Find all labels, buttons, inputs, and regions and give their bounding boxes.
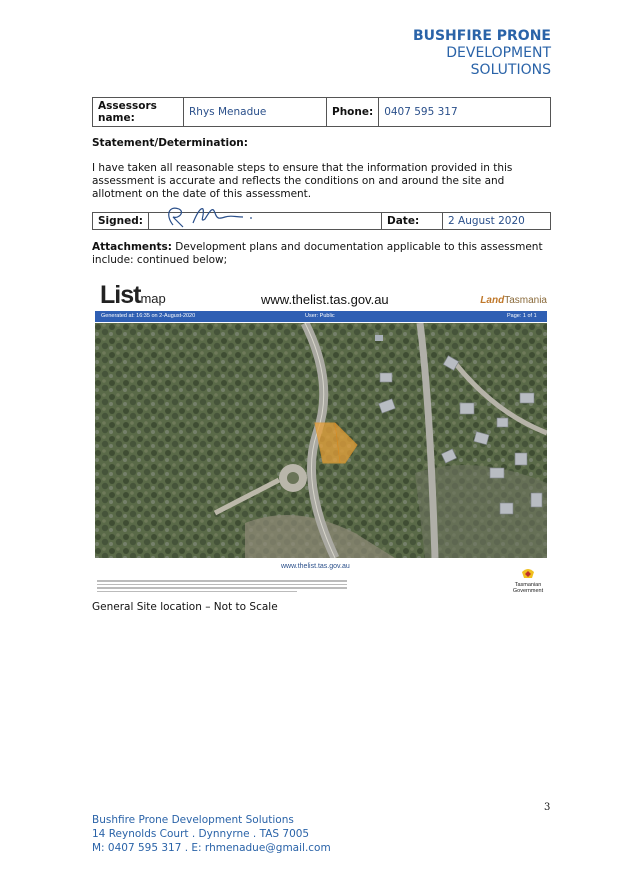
logo-list-text: List <box>100 281 141 309</box>
gov-line-2: Government <box>512 588 544 594</box>
listmap-logo <box>100 281 166 310</box>
map-caption: General Site location – Not to Scale <box>92 601 278 613</box>
date-value: 2 August 2020 <box>443 213 551 230</box>
tasmania-emblem-icon <box>520 566 536 580</box>
map-header <box>95 280 547 310</box>
statement-body: I have taken all reasonable steps to ensure that the information provided in this assessment is accurate and reflects the conditions on and around the site and allotment on the date of this assessment. <box>92 162 513 200</box>
tasmanian-government-logo <box>509 566 547 594</box>
footer <box>92 813 331 855</box>
footer-line-3: M: 0407 595 317 . E: rhmenadue@gmail.com <box>92 842 331 854</box>
page-number: 3 <box>544 802 551 813</box>
map-page: Page: 1 of 1 <box>507 313 537 319</box>
assessor-name-label: Assessors name: <box>93 98 184 127</box>
phone-value: 0407 595 317 <box>379 98 551 127</box>
map-url-bottom: www.thelist.tas.gov.au <box>281 563 350 570</box>
attachments <box>92 241 552 267</box>
attachments-text: Development plans and documentation applicable to this assessment include: continued below; <box>92 241 543 266</box>
map-info-bar <box>95 311 547 322</box>
assessor-name-value: Rhys Menadue <box>184 98 327 127</box>
logo-map-text: map <box>140 291 166 306</box>
signature-cell <box>149 213 382 230</box>
brand-line-1: BUSHFIRE PRONE <box>412 28 551 44</box>
statement-heading: Statement/Determination: <box>92 137 248 149</box>
brand-header <box>413 28 551 79</box>
brand-line-2: DEVELOPMENT <box>446 45 551 61</box>
map-url-top: www.thelist.tas.gov.au <box>261 292 389 307</box>
site-location-map <box>95 280 547 598</box>
attachments-label: Attachments: <box>92 241 172 253</box>
phone-label: Phone: <box>327 98 379 127</box>
footer-line-1: Bushfire Prone Development Solutions <box>92 814 294 826</box>
gov-line-1: Tasmanian <box>514 582 542 588</box>
assessor-table <box>92 97 551 127</box>
aerial-photo <box>95 323 547 558</box>
map-disclaimer <box>97 580 347 594</box>
brand-line-3: SOLUTIONS <box>470 62 551 78</box>
map-user: User: Public <box>305 313 335 319</box>
map-footer <box>95 558 547 598</box>
signed-table <box>92 212 551 230</box>
date-label: Date: <box>382 213 443 230</box>
land-tasmania-logo <box>480 295 547 306</box>
signed-label: Signed: <box>93 213 149 230</box>
footer-line-2: 14 Reynolds Court . Dynnyrne . TAS 7005 <box>92 828 310 840</box>
map-generated: Generated at: 16:35 on 2-August-2020 <box>101 313 196 319</box>
signature-image <box>159 205 399 229</box>
land-text: Land <box>480 295 505 306</box>
tasmania-text: Tasmania <box>504 295 547 306</box>
